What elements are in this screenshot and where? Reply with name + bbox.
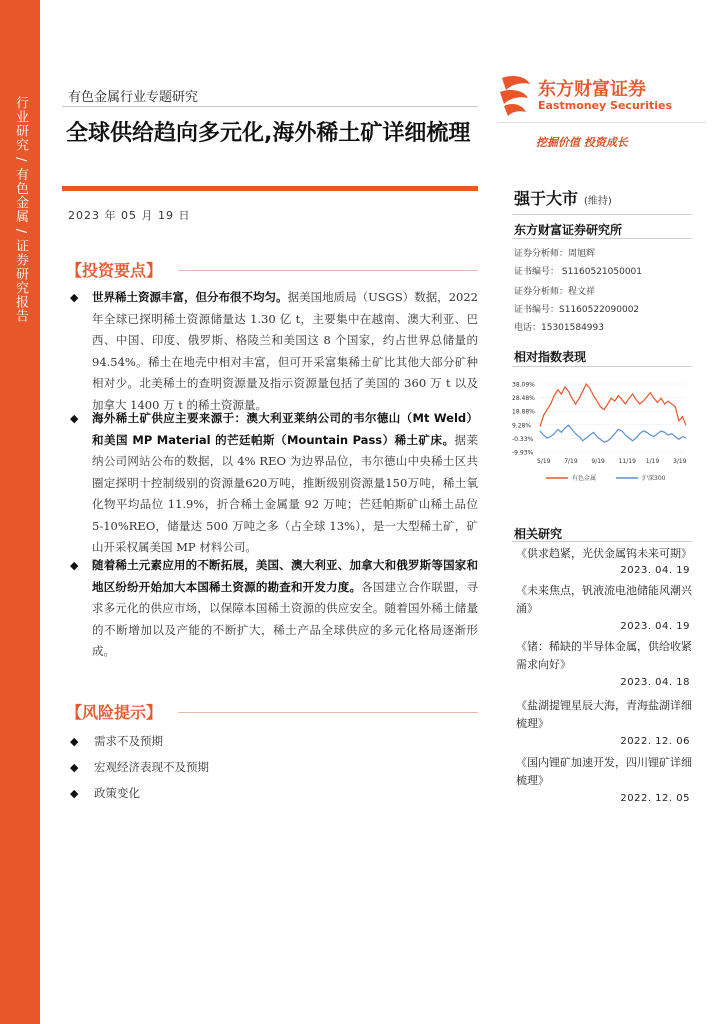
chart-x-tick-label: 11/19 <box>618 458 636 465</box>
sidebar-label: 行业研究 / 有色金属 / 证券研究报告 <box>13 96 28 324</box>
chart-x-tick-label: 1/19 <box>645 458 660 465</box>
risk-item: ◆ 宏观经济表现不及预期 <box>70 760 209 774</box>
rating-divider <box>512 214 692 215</box>
diamond-bullet-icon: ◆ <box>70 735 79 748</box>
chart-series-line <box>540 425 686 442</box>
diamond-bullet-icon: ◆ <box>70 412 79 425</box>
chart-y-tick-label: 9.28% <box>512 422 532 430</box>
chart-x-tick-label: 9/19 <box>591 458 605 465</box>
related-item-title[interactable]: 《未来焦点，钒液流电池储能风潮兴涌》 <box>516 584 692 615</box>
chart-y-tick-label: -0.33% <box>512 435 534 443</box>
industry-rating: 强于大市 (维持) <box>514 189 612 208</box>
related-item-title[interactable]: 《国内锂矿加速开发，四川锂矿详细梳理》 <box>516 756 692 787</box>
chart-series-line <box>540 384 686 427</box>
bullet-lead: 世界稀土资源丰富，但分布很不均匀。 <box>92 290 288 304</box>
sidebar <box>0 0 40 1024</box>
related-item-date: 2023. 04. 19 <box>620 565 690 576</box>
institute-divider <box>512 238 692 239</box>
risk-item: ◆ 需求不及预期 <box>70 734 163 748</box>
related-heading-divider <box>512 541 692 542</box>
chart-y-tick-label: 28.48% <box>512 395 535 403</box>
brand-name-en: Eastmoney Securities <box>538 99 673 112</box>
title-accent-bar <box>62 186 478 191</box>
related-heading: 相关研究 <box>514 527 563 541</box>
related-item-date: 2022. 12. 05 <box>620 793 690 804</box>
chart-x-tick-label: 3/19 <box>673 458 687 465</box>
chart-heading: 相对指数表现 <box>514 350 587 364</box>
bullet-text: 各国建立合作联盟，寻求多元化的供应市场，以保障本国稀土资源的供应安全。随着国外稀土储量的不断增加以及产能的不断扩大，稀土产品全球供应的多元化格局逐渐形成。 <box>92 579 478 658</box>
investment-bullet-1 <box>68 287 478 416</box>
investment-bullet-2 <box>68 408 478 559</box>
related-item-title[interactable]: 《供求趋紧，光伏金属钨未来可期》 <box>516 547 692 560</box>
chart-legend-label: 沪深300 <box>642 475 666 482</box>
brand-slogan: 挖掘价值 投资成长 <box>536 136 628 149</box>
analyst-line: 证券分析师：周旭辉 <box>514 249 596 259</box>
investment-bullet-3 <box>68 555 478 663</box>
brand-name-cn: 东方财富证券 <box>538 79 646 100</box>
chart-heading-divider <box>512 366 692 367</box>
risk-heading: 【风险提示】 <box>66 703 163 722</box>
chart-y-tick-label: -9.93% <box>512 449 534 457</box>
diamond-bullet-icon: ◆ <box>70 291 79 304</box>
chart-x-tick-label: 5/19 <box>537 458 551 465</box>
eastmoney-logo-icon <box>498 72 534 116</box>
relative-index-chart <box>510 376 696 492</box>
brand-logo <box>498 72 698 120</box>
investment-heading-line <box>178 270 478 271</box>
analyst-line: 证券分析师：程文祥 <box>514 287 596 297</box>
header-divider <box>62 106 478 107</box>
diamond-bullet-icon: ◆ <box>70 761 79 774</box>
related-item-date: 2023. 04. 18 <box>620 677 690 688</box>
related-item-date: 2022. 12. 06 <box>620 736 690 747</box>
bullet-text: 据美国地质局（USGS）数据，2022 年全球已探明稀土资源储量达 1.30 亿 t，主要集中在越南、澳大利亚、巴西、中国、印度、俄罗斯、格陵兰和美国这 8 个国家，约占世界总储量的94.54%。稀土在地壳中相对丰富，但可开采富集稀土矿比其他大部分矿种相对少。北美稀土的查明资源量及指示资源量包括了美国的 360 万 t 以及加拿大 1400 万 t 的稀土资源量。 <box>92 290 479 412</box>
bullet-lead: 海外稀土矿供应主要来源于：澳大利亚莱纳公司的韦尔德山（Mt Weld）和美国 MP Material 的芒廷帕斯（Mountain Pass）稀土矿床。 <box>92 411 478 447</box>
related-item-date: 2023. 04. 19 <box>620 621 690 632</box>
bullet-lead: 随着稀土元素应用的不断拓展，美国、澳大利亚、加拿大和俄罗斯等国家和地区纷纷开始加大本国稀土资源的勘查和开发力度。 <box>92 558 478 594</box>
related-item-title[interactable]: 《盐湖提锂星辰大海，青海盐湖详细梳理》 <box>516 699 692 730</box>
chart-y-tick-label: 18.88% <box>512 408 535 416</box>
risk-item: ◆ 政策变化 <box>70 786 140 800</box>
analyst-line: 电话：15301584993 <box>514 323 604 333</box>
diamond-bullet-icon: ◆ <box>70 559 79 572</box>
chart-x-tick-label: 7/19 <box>564 458 578 465</box>
analyst-line: 证书编号： S1160521050001 <box>514 267 643 277</box>
analyst-line: 证书编号：S1160522090002 <box>514 305 640 315</box>
investment-heading: 【投资要点】 <box>66 261 163 280</box>
logo-divider <box>498 122 706 123</box>
institute-name: 东方财富证券研究所 <box>514 223 623 237</box>
related-item-title[interactable]: 《锗：稀缺的半导体金属，供给收紧需求向好》 <box>516 640 692 671</box>
risk-heading-line <box>178 712 478 713</box>
diamond-bullet-icon: ◆ <box>70 787 79 800</box>
report-date: 2023 年 05 月 19 日 <box>68 209 191 222</box>
bullet-text: 据莱纳公司网站公布的数据，以 4% REO 为边界品位，韦尔德山中央稀土区共圈定探明十控制级别的资源量620万吨，推断级别资源量150万吨，稀土氧化物平均品位 11.9%，折合稀土金属量 92 万吨；芒廷帕斯矿山稀土品位 5-10%REO，储量达 500 万吨之多（占全球 13%），是一大型稀土矿，矿山开采权属美国 MP 材料公司。 <box>92 432 478 554</box>
report-category: 有色金属行业专题研究 <box>68 90 199 105</box>
report-title: 全球供给趋向多元化,海外稀土矿详细梳理 <box>66 121 471 146</box>
chart-y-tick-label: 38.09% <box>512 381 535 389</box>
chart-legend-label: 有色金属 <box>572 475 597 482</box>
